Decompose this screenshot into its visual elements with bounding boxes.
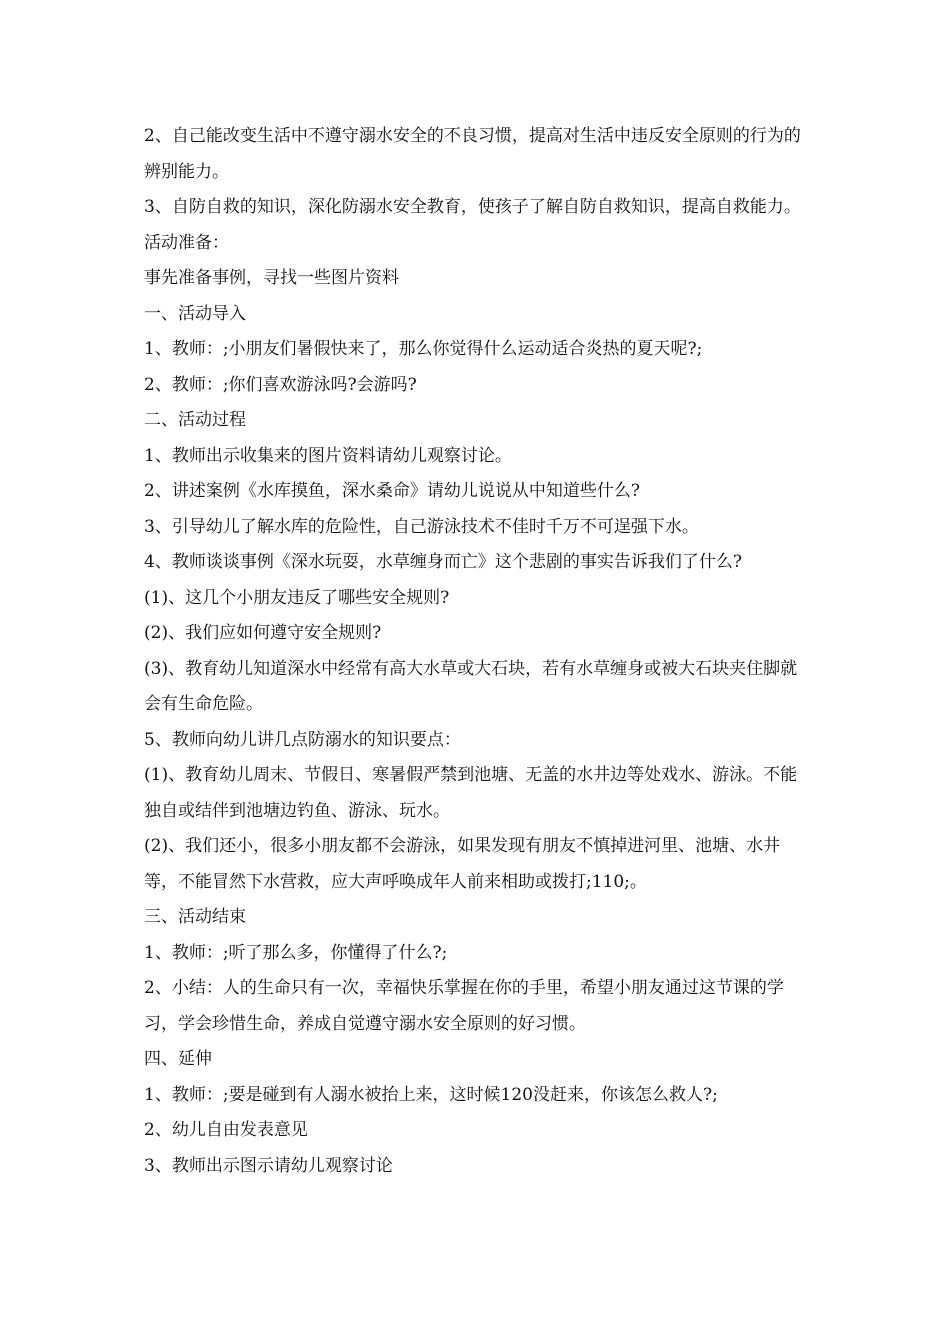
paragraph-preparation: 事先准备事例，寻找一些图片资料	[144, 268, 399, 288]
document-body	[144, 119, 812, 1184]
sub-list-item: (1)、教育幼儿周末、节假日、寒暑假严禁到池塘、无盖的水井边等处戏水、游泳。不能独自或结伴到池塘边钓鱼、游泳、玩水。	[144, 765, 798, 821]
list-item: 2、教师：;你们喜欢游泳吗?会游吗?	[144, 374, 417, 395]
list-item: 1、教师：;小朋友们暑假快来了，那么你觉得什么运动适合炎热的夏天呢?;	[144, 339, 703, 359]
heading-section-3: 三、活动结束	[144, 907, 246, 927]
list-item: 3、教师出示图示请幼儿观察讨论	[144, 1155, 393, 1176]
list-item: 2、讲述案例《水库摸鱼，深水桑命》请幼儿说说从中知道些什么?	[144, 481, 640, 501]
paragraph-goal-3: 3、自防自救的知识，深化防溺水安全教育，使孩子了解自防自救知识，提高自救能力。	[144, 197, 801, 217]
sub-list-item: (2)、我们还小，很多小朋友都不会游泳，如果发现有朋友不慎掉进河里、池塘、水井等，不能冒然下水营救，应大声呼唤成年人前来相助或拨打;110;。	[144, 836, 781, 892]
heading-activity-preparation: 活动准备：	[144, 232, 229, 253]
list-item: 1、教师：;要是碰到有人溺水被抬上来，这时候120没赶来，你该怎么救人?;	[144, 1084, 718, 1105]
list-item: 1、教师：;听了那么多，你懂得了什么?;	[144, 942, 448, 963]
heading-section-1: 一、活动导入	[144, 303, 246, 324]
list-item: 3、引导幼儿了解水库的危险性，自己游泳技术不佳时千万不可逞强下水。	[144, 516, 699, 537]
heading-section-4: 四、延伸	[144, 1049, 212, 1069]
list-item: 4、教师谈谈事例《深水玩耍，水草缠身而亡》这个悲剧的事实告诉我们了什么?	[144, 552, 742, 572]
sub-list-item: (3)、教育幼儿知道深水中经常有高大水草或大石块，若有水草缠身或被大石块夹住脚就会有生命危险。	[144, 658, 798, 714]
list-item: 2、幼儿自由发表意见	[144, 1120, 308, 1140]
sub-list-item: (1)、这几个小朋友违反了哪些安全规则?	[144, 587, 450, 608]
list-item: 2、小结：人的生命只有一次，幸福快乐掌握在你的手里，希望小朋友通过这节课的学习，学会珍惜生命，养成自觉遵守溺水安全原则的好习惯。	[144, 978, 784, 1034]
list-item: 1、教师出示收集来的图片资料请幼儿观察讨论。	[144, 445, 512, 466]
heading-section-2: 二、活动过程	[144, 410, 246, 430]
paragraph-goal-2: 2、自己能改变生活中不遵守溺水安全的不良习惯，提高对生活中违反安全原则的行为的辨别能力。	[144, 126, 801, 182]
sub-list-item: (2)、我们应如何遵守安全规则?	[144, 623, 382, 643]
list-item: 5、教师向幼儿讲几点防溺水的知识要点：	[144, 729, 461, 750]
